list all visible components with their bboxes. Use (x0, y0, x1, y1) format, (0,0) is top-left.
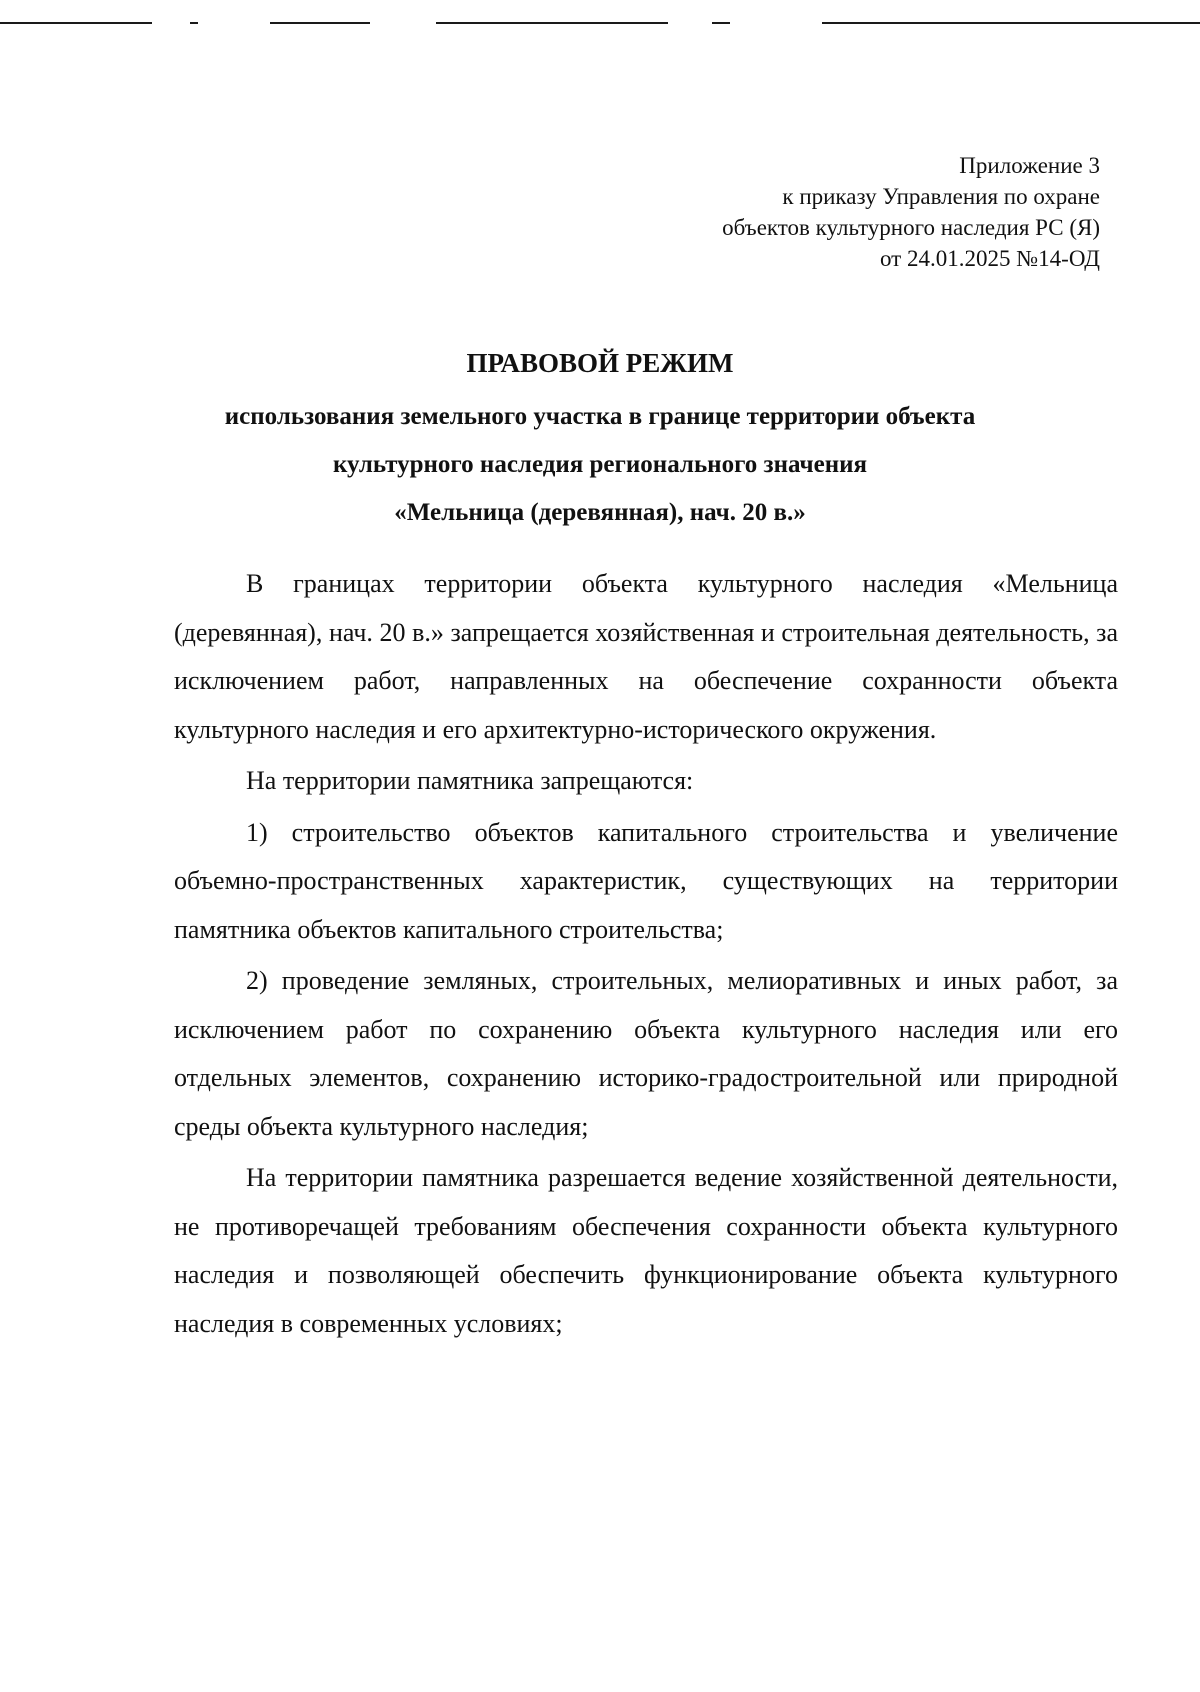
list-item: 2) проведение земляных, строительных, мелиоративных и иных работ, за исключением работ по сохранению объекта культурного наследия или его отдельных элементов, сохранению историко-градостроительной или природной среды объекта культурного наследия; (174, 966, 1118, 1141)
scan-line (190, 22, 198, 24)
scan-header-artifacts (0, 0, 1200, 40)
document-title: ПРАВОВОЙ РЕЖИМ (466, 348, 734, 378)
document-body (174, 560, 1118, 1351)
appendix-line: Приложение 3 (959, 153, 1100, 178)
scan-line (270, 22, 370, 24)
scan-line (436, 22, 668, 24)
list-item: 1) строительство объектов капитального строительства и увеличение объемно-пространственных характеристик, существующих на территории памятника объектов капитального строительства; (174, 817, 1118, 944)
heading-line: использования земельного участка в границе территории объекта (224, 403, 976, 430)
paragraph: На территории памятника разрешается ведение хозяйственной деятельности, не противоречащей требованиям обеспечения сохранности объекта культурного наследия и позволяющей обеспечить функционирование объекта культурного наследия в современных условиях; (174, 1163, 1118, 1338)
paragraph: На территории памятника запрещаются: (246, 766, 694, 795)
scan-line (712, 22, 730, 24)
appendix-line: к приказу Управления по охране (782, 184, 1100, 209)
heading-line: «Мельница (деревянная), нач. 20 в.» (394, 499, 806, 526)
scan-line (822, 22, 1200, 24)
scan-line (0, 22, 152, 24)
heading-line: культурного наследия регионального значения (332, 451, 868, 478)
appendix-line: от 24.01.2025 №14-ОД (879, 246, 1100, 271)
paragraph: В границах территории объекта культурного наследия «Мельница (деревянная), нач. 20 в.» запрещается хозяйственная и строительная деятельность, за исключением работ, направленных на обеспечение сохранности объекта культурного наследия и его архитектурно-исторического окружения. (174, 569, 1118, 744)
appendix-block (580, 150, 1100, 274)
document-heading (150, 343, 1050, 537)
appendix-line: объектов культурного наследия РС (Я) (722, 215, 1100, 240)
